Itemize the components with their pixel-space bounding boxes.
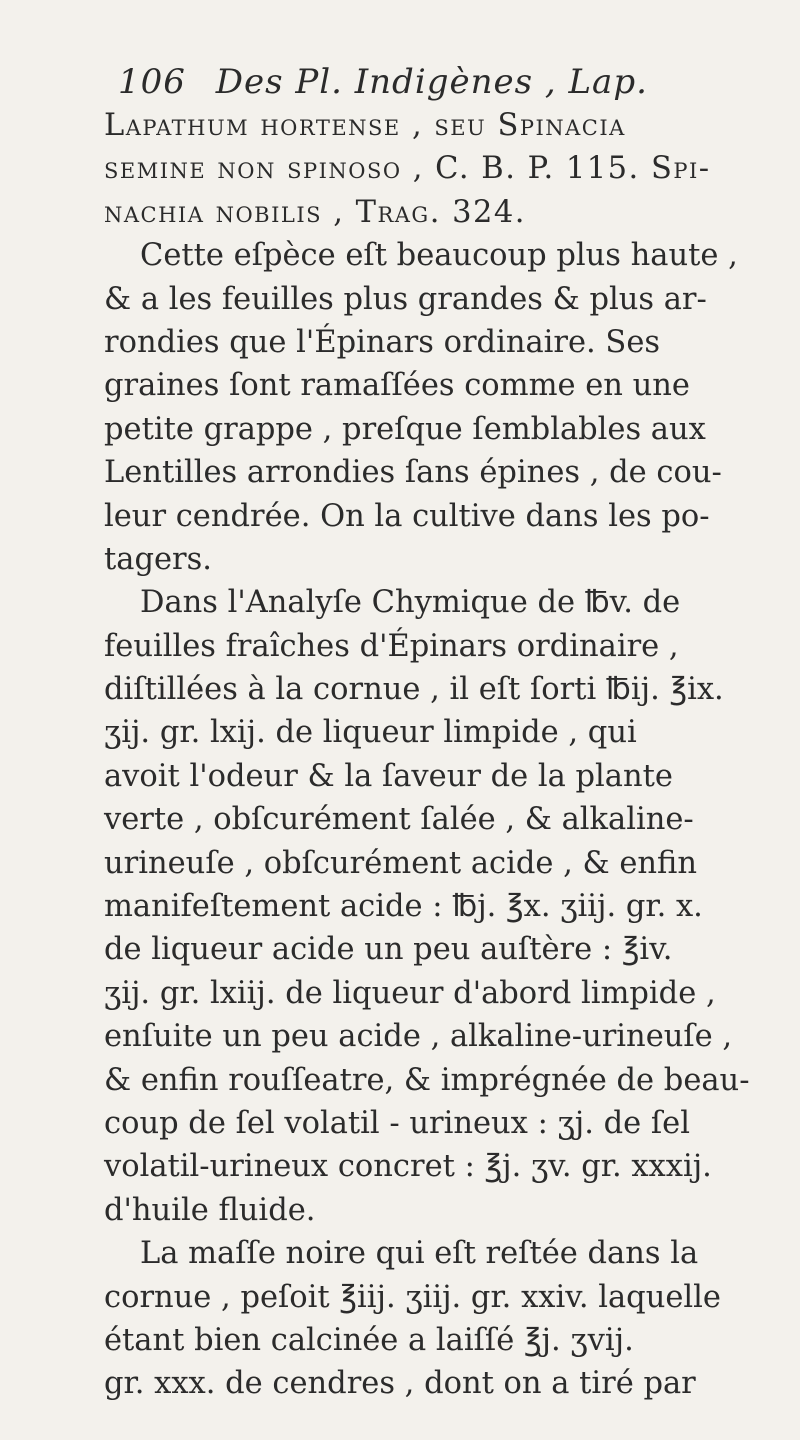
text-line: gr. xxx. de cendres , dont on a tiré par [104,1366,696,1402]
text-line: volatil-urineux concret : ℥j. ʒv. gr. xxxij. [104,1149,712,1185]
text-line: Lentilles arrondies ſans épines , de cou- [104,455,722,491]
text-line: urineuſe , obſcurément acide , & enfin [104,845,698,881]
text-line: ʒij. gr. lxiij. de liqueur d'abord limpide , [104,975,716,1011]
text-line: étant bien calcinée a laiſſé ℥j. ʒvij. [104,1322,634,1358]
text-line: feuilles fraîches d'Épinars ordinaire , [104,628,679,664]
text-line: tagers. [104,541,212,577]
text-line: rondies que l'Épinars ordinaire. Ses [104,324,661,360]
text-line: manifeſtement acide : ℔j. ℥x. ʒiij. gr. x. [104,889,703,925]
text-line: enſuite un peu acide , alkaline-urineuſe , [104,1019,733,1055]
running-title: Des Pl. Indigènes , Lap. [215,62,648,102]
text-line: coup de ſel volatil - urineux : ʒj. de ſel [104,1105,690,1141]
text-line: de liqueur acide un peu auſtère : ℥iv. [104,932,673,968]
running-header [118,62,778,102]
text-line: avoit l'odeur & la ſaveur de la plante [104,758,673,794]
text-line: petite grappe , preſque ſemblables aux [104,411,706,447]
text-line: La maſſe noire qui eſt reſtée dans la [140,1236,699,1272]
page-number: 106 [118,62,186,102]
text-line: Lapathum hortense , ſeu Spinacia [104,108,626,143]
text-line: diſtillées à la cornue , il eſt ſorti ℔ij. ℥ix. [104,672,724,708]
text-line: verte , obſcurément ſalée , & alkaline- [104,802,694,838]
text-line: d'huile fluide. [104,1192,316,1228]
text-line: Cette eſpèce eſt beaucoup plus haute , [140,238,738,274]
text-line: semine non spinoso , C. B. P. 115. Spi- [104,151,711,187]
body-text [104,104,764,1406]
text-line: leur cendrée. On la cultive dans les po- [104,498,710,534]
text-line: & enfin rouſſeatre, & imprégnée de beau- [104,1062,750,1098]
text-line: & a les feuilles plus grandes & plus ar- [104,281,707,317]
text-line: Dans l'Analyſe Chymique de ℔v. de [140,585,681,621]
text-line: ʒij. gr. lxij. de liqueur limpide , qui [104,715,637,751]
text-line: graines ſont ramaſſées comme en une [104,368,690,404]
text-line: cornue , peſoit ℥iij. ʒiij. gr. xxiv. laquelle [104,1279,721,1315]
text-line: nachia nobilis , Trag. 324. [104,194,527,230]
